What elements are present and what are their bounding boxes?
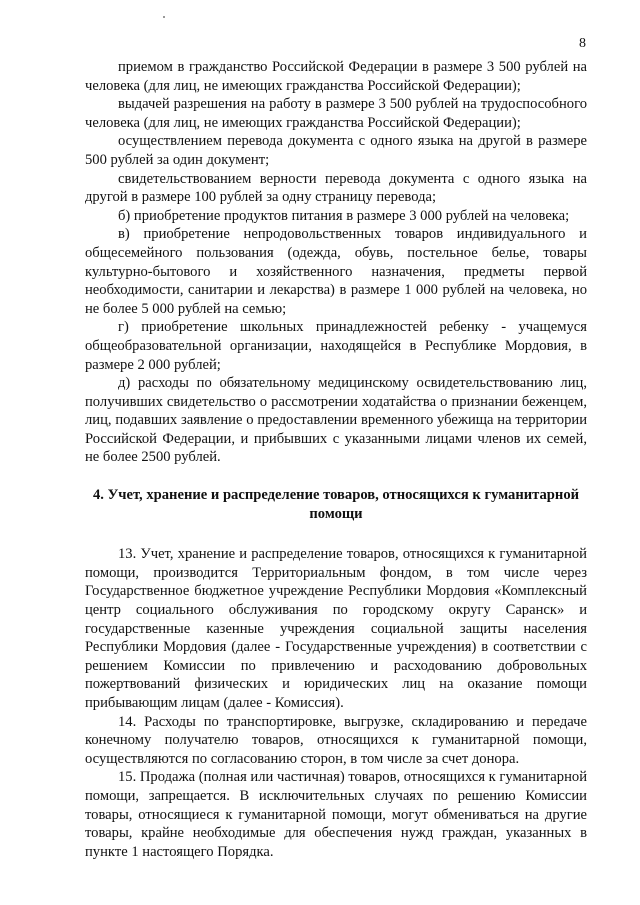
paragraph-item-g: г) приобретение школьных принадлежностей ребенку - учащемуся общеобразовательной организации, находящейся в Республике Мордовия, в размере 2 000 рублей; (85, 319, 587, 373)
paragraph-13: 13. Учет, хранение и распределение товаров, относящихся к гуманитарной помощи, производится Территориальным фондом, в том числе через Государственное бюджетное учреждение Республики Мордовия «Комплексный центр социального обслуживания по городскому округу Саранск» и государственные казенные учреждения социальной защиты населения Республики Мордовия (далее - Государственные учреждения) в соответствии с решением Комиссии по привлечению и расходованию добровольных пожертвований физических и юридических лиц на оказание помощи прибывающим лицам (далее - Комиссия). (85, 546, 587, 711)
document-body (85, 58, 587, 861)
section-heading: 4. Учет, хранение и распределение товаров, относящихся к гуманитарной помощи (92, 487, 580, 522)
paragraph-item-b: б) приобретение продуктов питания в размере 3 000 рублей на человека; (118, 207, 570, 224)
page-number: 8 (579, 36, 586, 51)
paragraph-14: 14. Расходы по транспортировке, выгрузке, складированию и передаче конечному получателю товаров, относящихся к гуманитарной помощи, осуществляются по согласованию сторон, в том числе за счет донора. (85, 713, 587, 767)
paragraph-item-v: в) приобретение непродовольственных товаров индивидуального и общесемейного пользования (одежда, обувь, постельное белье, товары культурно-бытового и хозяйственного назначения, предметы первой необходимости, санитарии и лекарства) в размере 1 000 рублей на человека, но не более 5 000 рублей на семью; (85, 226, 587, 317)
paragraph-15: 15. Продажа (полная или частичная) товаров, относящихся к гуманитарной помощи, запрещается. В исключительных случаях по решению Комиссии товары, относящиеся к гуманитарной помощи, могут обмениваться на другие товары, крайне необходимые для обеспечения нужд граждан, указанных в пункте 1 настоящего Порядка. (85, 769, 587, 860)
paragraph-work-permit-fee: выдачей разрешения на работу в размере 3 500 рублей на трудоспособного человека (для лиц, не имеющих гражданства Российской Федерации); (85, 96, 587, 131)
section-spacer (85, 523, 587, 545)
paragraph-translation-fee: осуществлением перевода документа с одного языка на другой в размере 500 рублей за один документ; (85, 133, 587, 168)
paragraph-citizenship-fee: приемом в гражданство Российской Федерации в размере 3 500 рублей на человека (для лиц, не имеющих гражданства Российской Федерации); (85, 59, 587, 94)
scan-speck (163, 16, 165, 18)
paragraph-translation-certification-fee: свидетельствованием верности перевода документа с одного языка на другой в размере 100 рублей за одну страницу перевода; (85, 170, 587, 206)
paragraph-item-d: д) расходы по обязательному медицинскому освидетельствованию лиц, получивших свидетельство о рассмотрении ходатайства о признании беженцем, лиц, подавших заявление о предоставлении временного убежища на территории Российской Федерации, и прибывших с указанными лицами членов их семей, не более 2500 рублей. (85, 375, 587, 466)
